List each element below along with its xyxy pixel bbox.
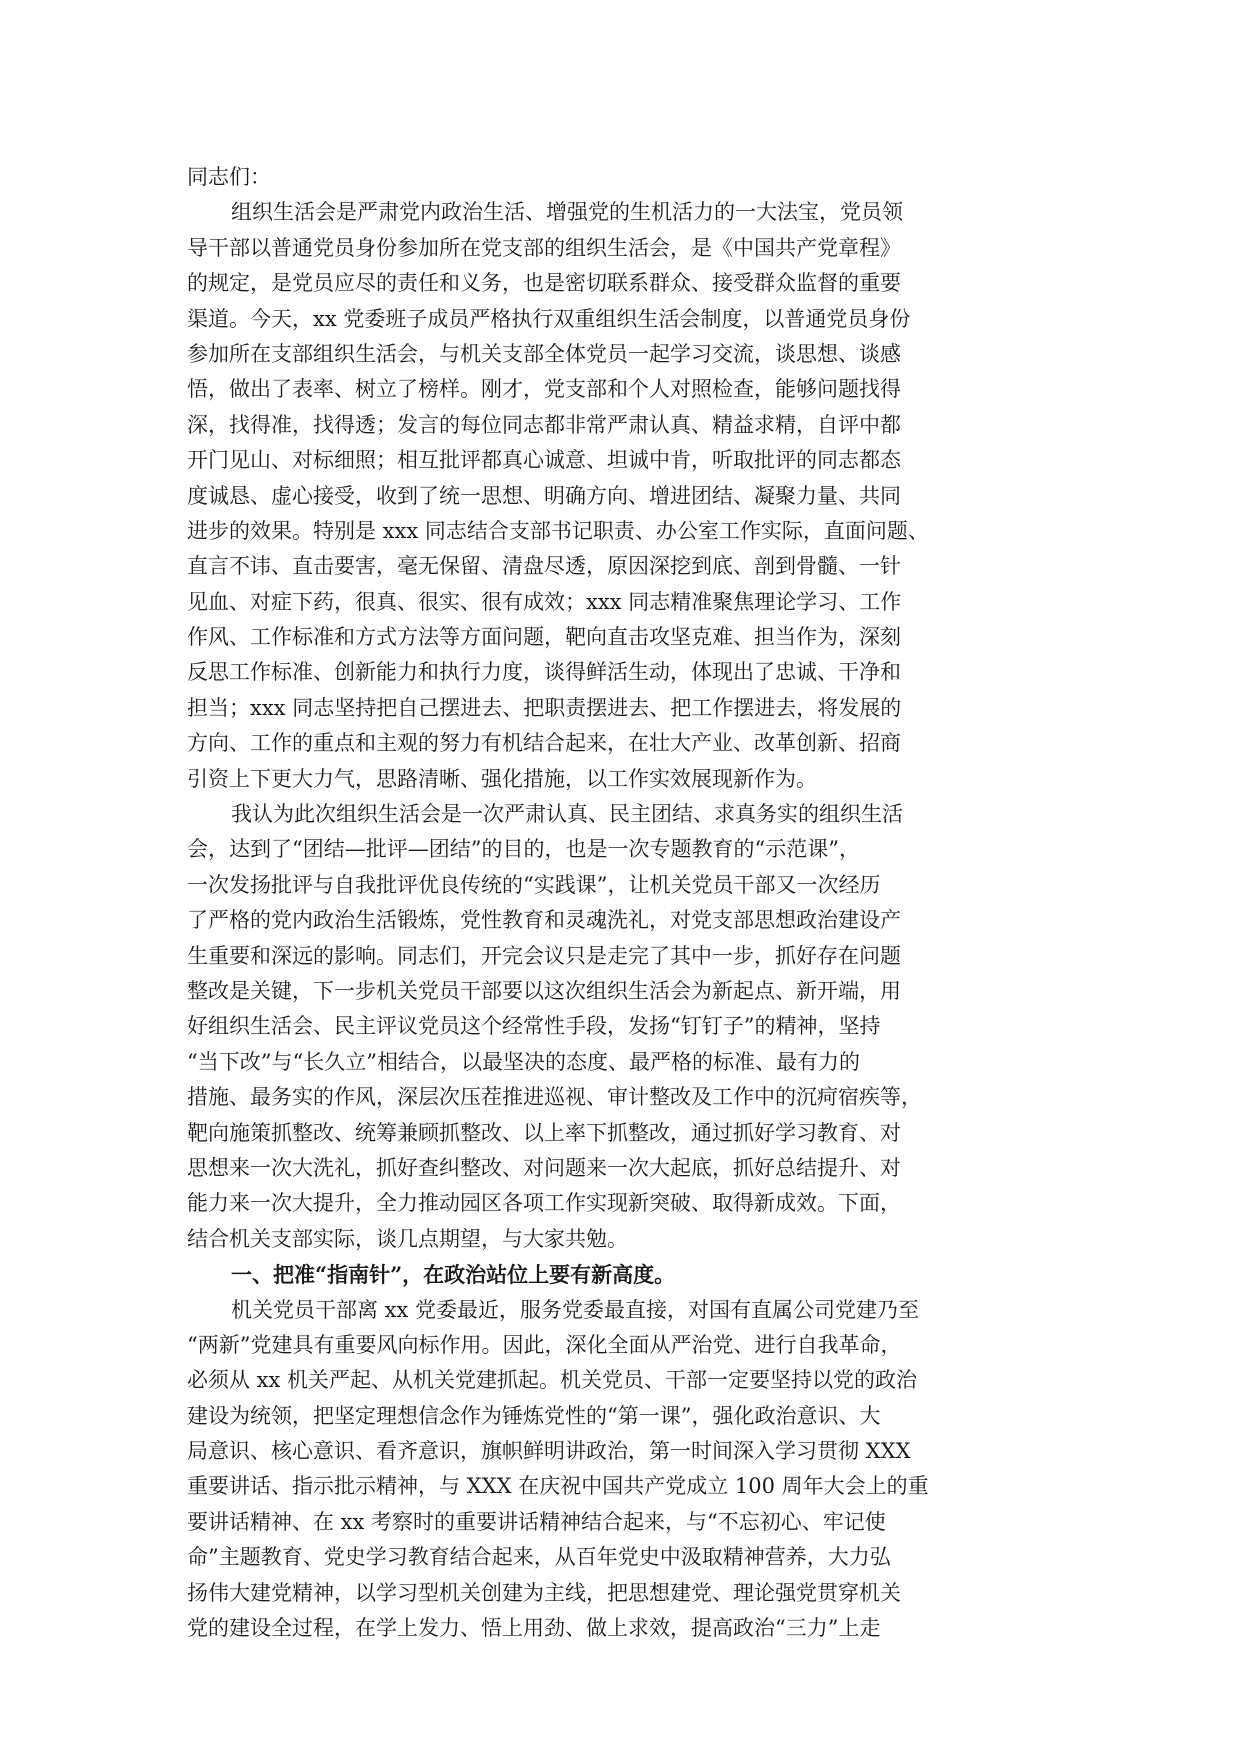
paragraph-line: 要讲话精神、在 xx 考察时的重要讲话精神结合起来，与“不忘初心、牢记使 — [187, 1509, 886, 1534]
paragraph-line: 渠道。今天，xx 党委班子成员严格执行双重组织生活会制度，以普通党员身份 — [187, 306, 911, 331]
paragraph-line: 局意识、核心意识、看齐意识，旗帜鲜明讲政治，第一时间深入学习贯彻 XXX — [187, 1439, 911, 1464]
paragraph-3 — [187, 1293, 1079, 1647]
paragraph-line: 必须从 xx 机关严起、从机关党建抓起。机关党员、干部一定要坚持以党的政治 — [187, 1368, 918, 1393]
paragraph-line: 命”主题教育、党史学习教育结合起来，从百年党史中汲取精神营养，大力弘 — [187, 1545, 891, 1570]
section-heading: 一、把准“指南针”，在政治站位上要有新高度。 — [231, 1262, 676, 1288]
paragraph-line: 一次发扬批评与自我批评优良传统的“实践课”，让机关党员干部又一次经历 — [187, 872, 881, 897]
paragraph-line: 进步的效果。特别是 xxx 同志结合支部书记职责、办公室工作实际，直面问题、 — [187, 518, 929, 543]
paragraph-line: “两新”党建具有重要风向标作用。因此，深化全面从严治党、进行自我革命， — [187, 1332, 902, 1357]
document-body — [187, 160, 1079, 1646]
paragraph-line: 重要讲话、指示批示精神，与 XXX 在庆祝中国共产党成立 100 周年大会上的重 — [187, 1474, 929, 1499]
paragraph-line: 机关党员干部离 xx 党委最近，服务党委最直接，对国有直属公司党建乃至 — [231, 1297, 920, 1322]
paragraph-line: 引资上下更大力气，思路清晰、强化措施，以工作实效展现新作为。 — [187, 766, 817, 791]
paragraph-line: 结合机关支部实际，谈几点期望，与大家共勉。 — [187, 1226, 628, 1251]
paragraph-line: 开门见山、对标细照；相互批评都真心诚意、坦诚中肯，听取批评的同志都态 — [187, 448, 901, 473]
paragraph-2 — [187, 797, 1079, 1257]
paragraph-line: 建设为统领，把坚定理想信念作为锤炼党性的“第一课”，强化政治意识、大 — [187, 1403, 881, 1428]
paragraph-line: 作风、工作标准和方式方法等方面问题，靶向直击攻坚克难、担当作为，深刻 — [187, 625, 901, 650]
paragraph-line: 了严格的党内政治生活锻炼，党性教育和灵魂洗礼，对党支部思想政治建设产 — [187, 908, 901, 933]
paragraph-line: 好组织生活会、民主评议党员这个经常性手段，发扬“钉钉子”的精神，坚持 — [187, 1014, 881, 1039]
paragraph-line: 反思工作标准、创新能力和执行力度，谈得鲜活生动，体现出了忠诚、干净和 — [187, 660, 901, 685]
paragraph-line: 能力来一次大提升，全力推动园区各项工作实现新突破、取得新成效。下面， — [187, 1191, 901, 1216]
paragraph-line: 措施、最务实的作风，深层次压茬推进巡视、审计整改及工作中的沉疴宿疾等， — [187, 1085, 922, 1110]
paragraph-line: 我认为此次组织生活会是一次严肃认真、民主团结、求真务实的组织生活 — [231, 802, 903, 827]
paragraph-line: 度诚恳、虚心接受，收到了统一思想、明确方向、增进团结、凝聚力量、共同 — [187, 483, 901, 508]
paragraph-line: 靶向施策抓整改、统筹兼顾抓整改、以上率下抓整改，通过抓好学习教育、对 — [187, 1120, 901, 1145]
paragraph-line: “当下改”与“长久立”相结合，以最坚决的态度、最严格的标准、最有力的 — [187, 1049, 860, 1074]
paragraph-line: 生重要和深远的影响。同志们，开完会议只是走完了其中一步，抓好存在问题 — [187, 943, 901, 968]
paragraph-line: 悟，做出了表率、树立了榜样。刚才，党支部和个人对照检查，能够问题找得 — [187, 377, 901, 402]
paragraph-line: 见血、对症下药，很真、很实、很有成效；xxx 同志精准聚焦理论学习、工作 — [187, 589, 902, 614]
paragraph-line: 党的建设全过程，在学上发力、悟上用劲、做上求效，提高政治“三力”上走 — [187, 1616, 881, 1641]
paragraph-line: 直言不讳、直击要害，毫无保留、清盘尽透，原因深挖到底、剖到骨髓、一针 — [187, 554, 901, 579]
paragraph-line: 的规定，是党员应尽的责任和义务，也是密切联系群众、接受群众监督的重要 — [187, 271, 901, 296]
paragraph-line: 参加所在支部组织生活会，与机关支部全体党员一起学习交流，谈思想、谈感 — [187, 341, 901, 366]
greeting: 同志们： — [187, 165, 271, 189]
paragraph-line: 导干部以普通党员身份参加所在党支部的组织生活会，是《中国共产党章程》 — [187, 235, 901, 260]
paragraph-line: 组织生活会是严肃党内政治生活、增强党的生机活力的一大法宝，党员领 — [231, 200, 903, 225]
paragraph-line: 思想来一次大洗礼，抓好查纠整改、对问题来一次大起底，抓好总结提升、对 — [187, 1155, 901, 1180]
paragraph-line: 方向、工作的重点和主观的努力有机结合起来，在壮大产业、改革创新、招商 — [187, 731, 901, 756]
paragraph-line: 整改是关键，下一步机关党员干部要以这次组织生活会为新起点、新开端，用 — [187, 978, 901, 1003]
paragraph-line: 扬伟大建党精神，以学习型机关创建为主线，把思想建党、理论强党贯穿机关 — [187, 1580, 901, 1605]
paragraph-line: 会，达到了“团结—批评—团结”的目的，也是一次专题教育的“示范课”， — [187, 837, 860, 862]
paragraph-1 — [187, 195, 1079, 797]
paragraph-line: 深，找得准，找得透；发言的每位同志都非常严肃认真、精益求精，自评中都 — [187, 412, 901, 437]
paragraph-line: 担当；xxx 同志坚持把自己摆进去、把职责摆进去、把工作摆进去，将发展的 — [187, 695, 902, 720]
